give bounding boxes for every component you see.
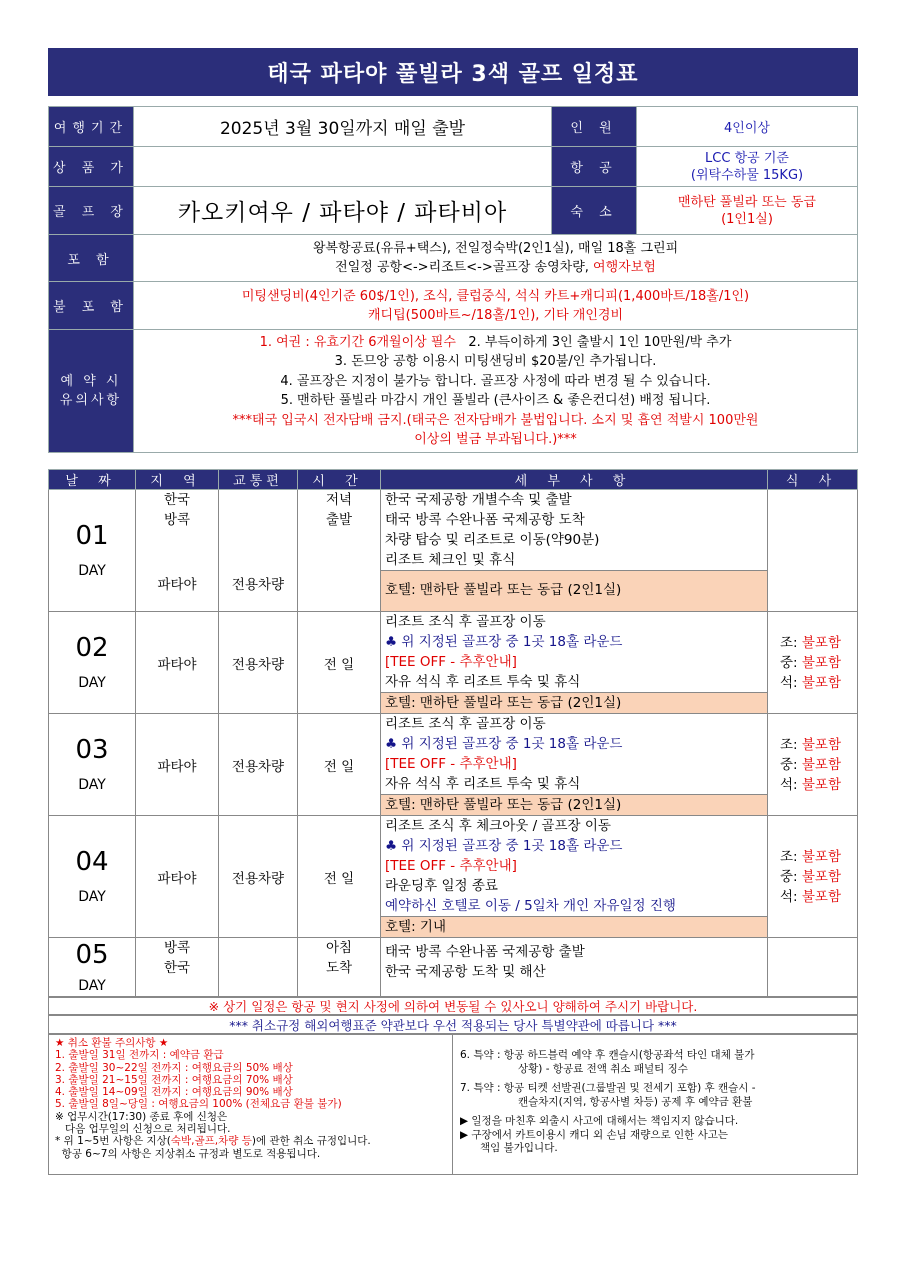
hotel-line-1: 맨하탄 풀빌라 또는 동급	[678, 194, 816, 210]
details-cell	[381, 816, 768, 938]
meal-key: 석:	[780, 888, 798, 905]
airline-line-1: LCC 항공 기준	[705, 150, 789, 166]
details-cell	[381, 612, 768, 714]
day-label: DAY	[78, 562, 106, 579]
meal-value: 불포함	[801, 674, 842, 691]
col-region: 지 역	[136, 470, 219, 490]
day-cell	[49, 938, 136, 998]
time-cell: 전 일	[298, 714, 381, 816]
schedule-change-notice: ※ 상기 일정은 항공 및 현지 사정에 의하여 변동될 수 있사오니 양해하여 주시기 바랍니다.	[48, 996, 858, 1015]
special-term: ▶ 일정을 마친후 외출시 사고에 대해서는 책임지지 않습니다.	[460, 1115, 739, 1127]
note-3pax: 2. 부득이하게 3인 출발시 1인 10만원/박 추가	[455, 334, 732, 350]
detail-line: 태국 방콕 수완나폼 국제공항 출발	[385, 944, 585, 960]
meal-value: 불포함	[801, 868, 842, 885]
day-label: DAY	[78, 674, 106, 691]
col-date: 날 짜	[49, 470, 136, 490]
detail-line: 리조트 조식 후 골프장 이동	[385, 614, 546, 630]
detail-line: ♣ 위 지정된 골프장 중 1곳 18홀 라운드	[385, 736, 623, 752]
included-transport: 전일정 공항<->리조트<->골프장 송영차량,	[335, 260, 594, 275]
refund-rule: 5. 출발일 8일~당일 : 여행요금의 100% (전체요금 환불 불가)	[55, 1098, 342, 1111]
detail-line: 차량 탑승 및 리조트로 이동(약90분)	[385, 532, 600, 548]
itinerary-table	[48, 469, 858, 998]
day-label: DAY	[78, 888, 106, 905]
region-cell: 방콕 한국	[136, 938, 219, 998]
hotel-label: 숙 소	[552, 187, 637, 235]
time-cell: 저녁 출발	[298, 490, 381, 612]
meals-cell	[768, 816, 858, 938]
special-term: 캔슬차지(지역, 항공사별 차등) 공제 후 예약금 환불	[518, 1095, 753, 1108]
period-value: 2025년 3월 30일까지 매일 출발	[134, 107, 552, 147]
itinerary-row-day2	[49, 612, 858, 714]
page-title: 태국 파타야 풀빌라 3색 골프 일정표	[48, 48, 858, 96]
cancellation-box	[48, 1034, 858, 1175]
day-number: 04	[75, 846, 109, 877]
notes-label	[49, 330, 134, 453]
meal-lunch	[768, 867, 857, 887]
time-cell: 전 일	[298, 612, 381, 714]
region-cell: 파타야	[136, 714, 219, 816]
price-label: 상 품 가	[49, 147, 134, 187]
notes-value	[134, 330, 858, 453]
detail-line: 태국 방콕 수완나폼 국제공항 도착	[385, 512, 585, 528]
detail-line: ♣ 위 지정된 골프장 중 1곳 18홀 라운드	[385, 838, 623, 854]
included-label: 포 함	[49, 235, 134, 282]
meal-value: 불포함	[801, 634, 842, 651]
refund-rule: 1. 출발일 31일 전까지 : 예약금 환급	[55, 1049, 224, 1062]
meal-key: 석:	[780, 776, 798, 793]
day-cell	[49, 714, 136, 816]
refund-note: ※ 업무시간(17:30) 종료 후에 신청은	[55, 1110, 228, 1123]
meals-cell	[768, 612, 858, 714]
detail-line: ♣ 위 지정된 골프장 중 1곳 18홀 라운드	[385, 634, 623, 650]
note-line-3: 4. 골프장은 지정이 불가능 합니다. 골프장 사정에 따라 변경 될 수 있습니다.	[280, 373, 711, 389]
detail-line: 자유 석식 후 리조트 투숙 및 휴식	[385, 674, 581, 690]
detail-line: 라운딩후 일정 종료	[385, 878, 498, 894]
included-line-2	[138, 258, 853, 277]
meal-dinner	[768, 775, 857, 795]
people-value: 4인이상	[637, 107, 858, 147]
hotel-line: 호텔: 맨하탄 풀빌라 또는 동급 (2인1실)	[381, 794, 767, 815]
meal-breakfast	[768, 735, 857, 755]
note-line-1	[138, 333, 853, 353]
transport-cell	[219, 938, 298, 998]
transport-cell: 전용차량	[219, 714, 298, 816]
hotel-line: 호텔: 맨하탄 풀빌라 또는 동급 (2인1실)	[381, 692, 767, 713]
detail-line: [TEE OFF - 추후안내]	[385, 756, 517, 772]
people-label: 인 원	[552, 107, 637, 147]
excluded-label: 불 포 함	[49, 282, 134, 330]
time-cell: 아침 도착	[298, 938, 381, 998]
detail-line: [TEE OFF - 추후안내]	[385, 654, 517, 670]
included-insurance: 여행자보험	[593, 260, 656, 275]
refund-note-part: * 위 1~5번 사항은 지상(	[55, 1135, 171, 1148]
tour-info-table	[48, 106, 858, 453]
note-line-4: 5. 맨하탄 풀빌라 마감시 개인 풀빌라 (큰사이즈 & 좋은컨디션) 배정 됩니다.	[280, 393, 711, 408]
meal-value: 불포함	[801, 888, 842, 905]
day-cell	[49, 490, 136, 612]
meal-lunch	[768, 653, 857, 673]
col-meals: 식 사	[768, 470, 858, 490]
meal-value: 불포함	[801, 736, 842, 753]
region-top: 한국 방콕	[163, 492, 191, 528]
col-transport: 교통편	[219, 470, 298, 490]
golf-value: 카오키여우 / 파타야 / 파타비아	[134, 187, 552, 235]
time-cell: 전 일	[298, 816, 381, 938]
meal-key: 중:	[780, 756, 798, 773]
day-number: 05	[75, 939, 109, 970]
included-value	[134, 235, 858, 282]
day-cell	[49, 612, 136, 714]
price-value	[134, 147, 552, 187]
airline-label: 항 공	[552, 147, 637, 187]
notes-label-1: 예 약 시	[60, 374, 122, 389]
note-line-6: 이상의 벌금 부과됩니다.)***	[414, 432, 577, 447]
excluded-line-1: 미팅샌딩비(4인기준 60$/1인), 조식, 클럽중식, 석식 카트+캐디피(1,400바트/18홀/1인)	[241, 288, 750, 304]
included-line-1: 왕복항공료(유류+택스), 전일정숙박(2인1실), 매일 18홀 그린피	[312, 241, 679, 256]
meal-lunch	[768, 755, 857, 775]
meal-key: 조:	[780, 848, 798, 865]
meal-key: 조:	[780, 736, 798, 753]
golf-label: 골 프 장	[49, 187, 134, 235]
refund-note-part: )에 관한 취소 규정입니다.	[251, 1135, 371, 1148]
refund-title: ★ 취소 환불 주의사항 ★	[55, 1037, 169, 1049]
details-cell	[381, 490, 768, 612]
meal-value: 불포함	[801, 776, 842, 793]
day-number: 03	[75, 734, 109, 765]
detail-line: 리조트 조식 후 골프장 이동	[385, 716, 546, 732]
detail-line: 한국 국제공항 도착 및 해산	[385, 964, 546, 980]
details-cell	[381, 714, 768, 816]
special-term: ▶ 구장에서 카트이용시 캐디 외 손님 재량으로 인한 사고는	[460, 1128, 729, 1141]
detail-line: 리조트 체크인 및 휴식	[385, 552, 516, 568]
details-cell	[381, 938, 768, 998]
note-line-2: 3. 돈므앙 공항 이용시 미팅샌딩비 $20불/인 추가됩니다.	[334, 354, 657, 369]
hotel-value	[637, 187, 858, 235]
transport-cell: 전용차량	[219, 612, 298, 714]
cancellation-policy-notice: *** 취소규정 해외여행표준 약관보다 우선 적용되는 당사 특별약관에 따릅니다 ***	[48, 1015, 858, 1034]
refund-note-highlight: 숙박,골프,차량 등	[170, 1135, 252, 1148]
refund-rule: 4. 출발일 14~09일 전까지 : 여행요금의 90% 배상	[55, 1086, 293, 1099]
refund-note: 항공 6~7의 사항은 지상취소 규정과 별도로 적용됩니다.	[55, 1147, 321, 1160]
region-cell	[136, 490, 219, 612]
refund-rule: 3. 출발일 21~15일 전까지 : 여행요금의 70% 배상	[55, 1073, 293, 1086]
special-term: 책임 불가입니다.	[480, 1142, 558, 1154]
refund-rules	[49, 1035, 453, 1174]
meal-breakfast	[768, 847, 857, 867]
note-passport: 1. 여권 : 유효기간 6개월이상 필수	[259, 334, 456, 350]
detail-line: [TEE OFF - 추후안내]	[385, 858, 517, 874]
hotel-line: 호텔: 맨하탄 풀빌라 또는 동급 (2인1실)	[381, 570, 767, 611]
day-number: 01	[75, 520, 109, 551]
note-line-5: ***태국 입국시 전자담배 금지.(태국은 전자담배가 불법입니다. 소지 및 흡연 적발시 100만원	[232, 412, 759, 428]
detail-line: 예약하신 호텔로 이동 / 5일차 개인 자유일정 진행	[385, 898, 676, 914]
col-time: 시 간	[298, 470, 381, 490]
refund-note: 다음 업무일의 신청으로 처리됩니다.	[55, 1123, 231, 1136]
transport-cell: 전용차량	[219, 490, 298, 612]
meals-cell	[768, 714, 858, 816]
special-term: 상황) - 항공료 전액 취소 패널티 징수	[518, 1062, 688, 1075]
meal-value: 불포함	[801, 848, 842, 865]
special-terms	[454, 1035, 857, 1174]
itinerary-row-day4	[49, 816, 858, 938]
meal-key: 조:	[780, 634, 798, 651]
meal-value: 불포함	[801, 756, 842, 773]
transport-cell: 전용차량	[219, 816, 298, 938]
detail-line: 자유 석식 후 리조트 투숙 및 휴식	[385, 776, 581, 792]
day-cell	[49, 816, 136, 938]
notes-label-2: 유의사항	[59, 393, 123, 408]
itinerary-row-day1	[49, 490, 858, 612]
day-number: 02	[75, 632, 109, 663]
itinerary-row-day5	[49, 938, 858, 998]
col-details: 세 부 사 항	[381, 470, 768, 490]
hotel-line: 호텔: 기내	[381, 916, 767, 937]
excluded-line-2: 캐디팁(500바트~/18홀/1인), 기타 개인경비	[367, 307, 624, 323]
meal-value: 불포함	[801, 654, 842, 671]
meal-breakfast	[768, 633, 857, 653]
refund-rule: 2. 출발일 30~22일 전까지 : 여행요금의 50% 배상	[55, 1061, 293, 1074]
day-label: DAY	[78, 977, 106, 994]
meal-key: 석:	[780, 674, 798, 691]
airline-line-2: (위탁수하물 15KG)	[690, 167, 804, 183]
detail-line: 리조트 조식 후 체크아웃 / 골프장 이동	[385, 818, 611, 834]
meal-dinner	[768, 887, 857, 907]
special-term: 6. 특약 : 항공 하드블럭 예약 후 캔슬시(항공좌석 타인 대체 불가	[460, 1049, 755, 1061]
region-cell: 파타야	[136, 612, 219, 714]
period-label: 여행기간	[49, 107, 134, 147]
meals-cell	[768, 938, 858, 998]
region-cell: 파타야	[136, 816, 219, 938]
airline-value	[637, 147, 858, 187]
meal-dinner	[768, 673, 857, 693]
region-bottom: 파타야	[157, 577, 197, 593]
meals-cell	[768, 490, 858, 612]
special-term: 7. 특약 : 항공 티켓 선발권(그룹발권 및 전세기 포함) 후 캔슬시 -	[460, 1082, 756, 1094]
hotel-line-2: (1인1실)	[721, 211, 773, 227]
refund-note	[55, 1135, 446, 1147]
excluded-value	[134, 282, 858, 330]
meal-key: 중:	[780, 654, 798, 671]
itinerary-row-day3	[49, 714, 858, 816]
day-label: DAY	[78, 776, 106, 793]
meal-key: 중:	[780, 868, 798, 885]
detail-line: 한국 국제공항 개별수속 및 출발	[385, 492, 572, 508]
